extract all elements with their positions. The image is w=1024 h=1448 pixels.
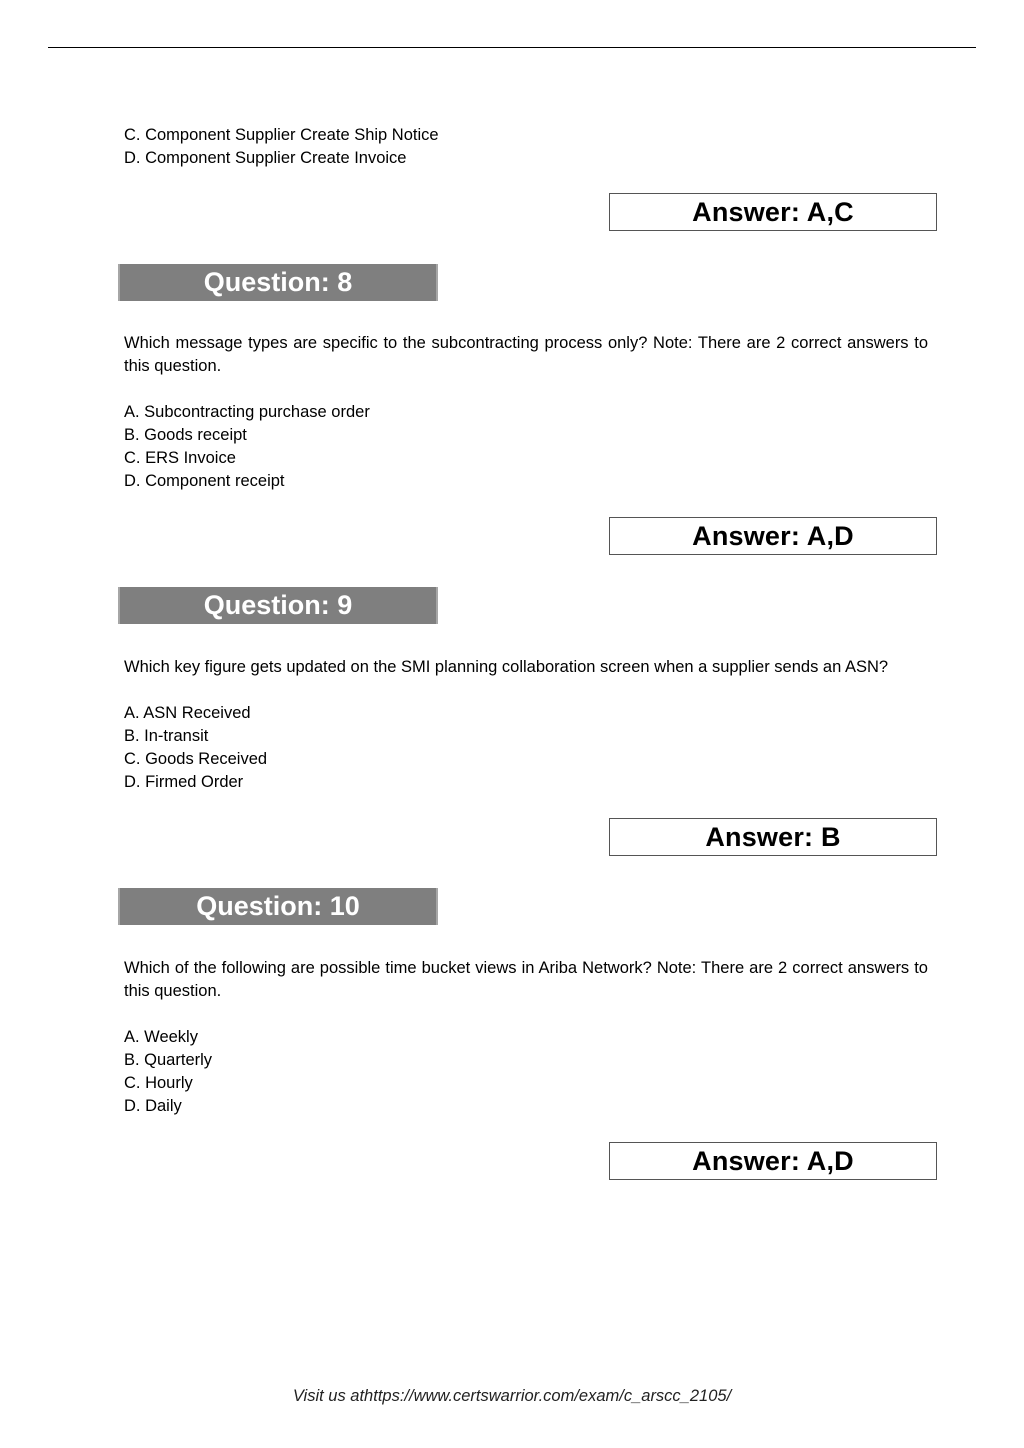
question-10-header: Question: 10 <box>118 888 438 925</box>
question-10-option-b: B. Quarterly <box>124 1051 213 1069</box>
question-9-text: Which key figure gets updated on the SMI planning collaboration screen when a supplier sends an ASN? <box>124 658 889 676</box>
option-d: D. Component Supplier Create Invoice <box>124 149 407 167</box>
question-8-option-d: D. Component receipt <box>124 472 285 490</box>
question-8-option-c: C. ERS Invoice <box>124 449 236 467</box>
question-8-header: Question: 8 <box>118 264 438 301</box>
question-10-option-a: A. Weekly <box>124 1028 198 1046</box>
question-9-option-b: B. In-transit <box>124 727 209 745</box>
question-10-option-d: D. Daily <box>124 1097 182 1115</box>
question-10-answer-box: Answer: A,D <box>609 1142 937 1180</box>
answer-box: Answer: A,C <box>609 193 937 231</box>
question-8-answer-box: Answer: A,D <box>609 517 937 555</box>
question-9-option-a: A. ASN Received <box>124 704 251 722</box>
option-c: C. Component Supplier Create Ship Notice <box>124 126 439 144</box>
footer-link[interactable]: Visit us athttps://www.certswarrior.com/exam/c_arscc_2105/ <box>292 1387 732 1405</box>
question-8-text: Which message types are specific to the subcontracting process only? Note: There are 2 correct answers to this question. <box>124 334 928 375</box>
question-8-option-a: A. Subcontracting purchase order <box>124 403 370 421</box>
question-9-answer-box: Answer: B <box>609 818 937 856</box>
question-10-text: Which of the following are possible time bucket views in Ariba Network? Note: There are 2 correct answers to this question. <box>124 959 928 1000</box>
question-9-option-c: C. Goods Received <box>124 750 268 768</box>
question-9-option-d: D. Firmed Order <box>124 773 244 791</box>
question-10-option-c: C. Hourly <box>124 1074 193 1092</box>
header-rule <box>48 47 976 48</box>
question-9-header: Question: 9 <box>118 587 438 624</box>
question-8-option-b: B. Goods receipt <box>124 426 247 444</box>
